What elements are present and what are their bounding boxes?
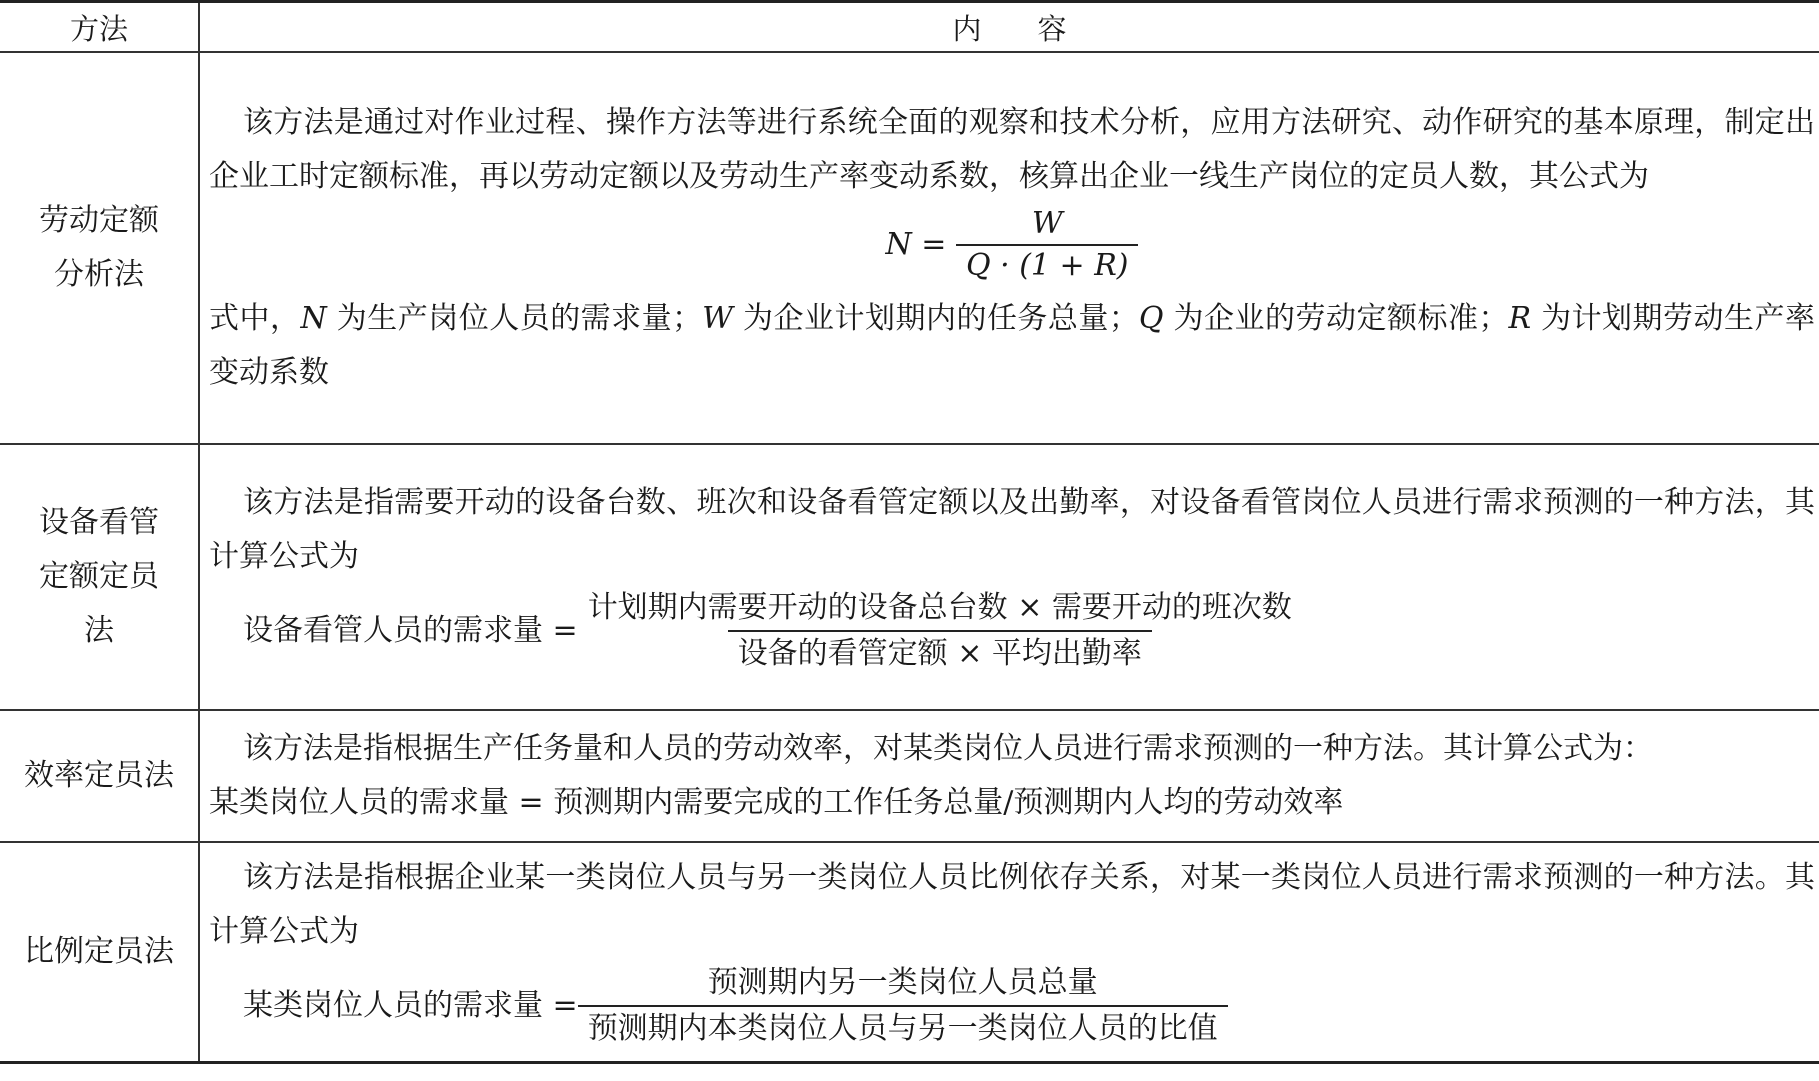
legend-text: 为企业的劳动定额标准； <box>1163 301 1509 336</box>
legend-text: 为计划期劳动生产率变动系数 <box>209 301 1815 390</box>
legend-symbol: R <box>1508 301 1532 336</box>
formula-labor-quota <box>209 204 1815 292</box>
description-paragraph: 该方法是指需要开动的设备台数、班次和设备看管定额以及出勤率，对设备看管岗位人员进行需求预测的一种方法，其计算公式为 <box>209 485 1815 574</box>
formula-lhs: 设备看管人员的需求量 = <box>243 613 578 648</box>
table-header-row <box>0 2 1819 53</box>
table-row <box>0 52 1819 444</box>
method-content-equipment-quota <box>199 444 1819 710</box>
method-name-ratio <box>0 842 199 1062</box>
method-line: 定额定员 <box>39 559 159 594</box>
table-row <box>0 710 1819 842</box>
legend-text: 为生产岗位人员的需求量； <box>326 301 703 336</box>
formula-numerator: 计划期内需要开动的设备总台数 × 需要开动的班次数 <box>587 590 1292 625</box>
formula-lhs: 某类岗位人员的需求量 = <box>243 987 578 1023</box>
formula-denominator: Q · (1 + R) <box>956 244 1139 286</box>
method-name-efficiency <box>0 710 199 842</box>
description-paragraph: 该方法是通过对作业过程、操作方法等进行系统全面的观察和技术分析，应用方法研究、动作研究的基本原理，制定出企业工时定额标准，再以劳动定额以及劳动生产率变动系数，核算出企业一线生产岗位的定员人数，其公式为 <box>209 105 1815 194</box>
header-content: 内容 <box>199 2 1819 53</box>
formula-numerator: 预测期内另一类岗位人员总量 <box>707 964 1098 1000</box>
formula-denominator: 设备的看管定额 × 平均出勤率 <box>728 630 1152 676</box>
description-paragraph: 该方法是指根据生产任务量和人员的劳动效率，对某类岗位人员进行需求预测的一种方法。其计算公式为： <box>243 731 1653 766</box>
table-row <box>0 842 1819 1062</box>
method-content-ratio <box>199 842 1819 1062</box>
formula-fraction <box>956 204 1139 286</box>
formula-lhs: N = <box>885 227 947 262</box>
formula-numerator: W <box>1031 206 1063 241</box>
formula-legend <box>209 292 1815 400</box>
legend-symbol: N <box>300 301 327 336</box>
formula-efficiency: 某类岗位人员的需求量 = 预测期内需要完成的工作任务总量/预测期内人均的劳动效率 <box>209 785 1344 820</box>
legend-prefix: 式中， <box>209 301 301 336</box>
formula-denominator: 预测期内本类岗位人员与另一类岗位人员的比值 <box>578 1005 1228 1051</box>
method-content-labor-quota <box>199 52 1819 444</box>
method-line: 设备看管 <box>39 505 159 540</box>
method-name-labor-quota <box>0 52 199 444</box>
description-paragraph: 该方法是指根据企业某一类岗位人员与另一类岗位人员比例依存关系，对某一类岗位人员进行需求预测的一种方法。其计算公式为 <box>209 859 1815 949</box>
legend-symbol: Q <box>1138 301 1164 336</box>
header-method: 方法 <box>0 2 199 53</box>
legend-text: 为企业计划期内的任务总量； <box>733 301 1139 336</box>
formula-fraction <box>578 586 1302 676</box>
formula-equipment-quota <box>209 584 1815 678</box>
method-content-efficiency <box>199 710 1819 842</box>
method-line: 分析法 <box>54 257 144 292</box>
table-row <box>0 444 1819 710</box>
formula-fraction <box>578 961 1228 1051</box>
method-line: 效率定员法 <box>24 758 174 793</box>
legend-symbol: W <box>702 301 733 336</box>
method-line: 劳动定额 <box>39 203 159 238</box>
method-name-equipment-quota <box>0 444 199 710</box>
method-line: 法 <box>84 613 114 648</box>
method-line: 比例定员法 <box>24 933 174 969</box>
formula-ratio <box>209 959 1815 1053</box>
